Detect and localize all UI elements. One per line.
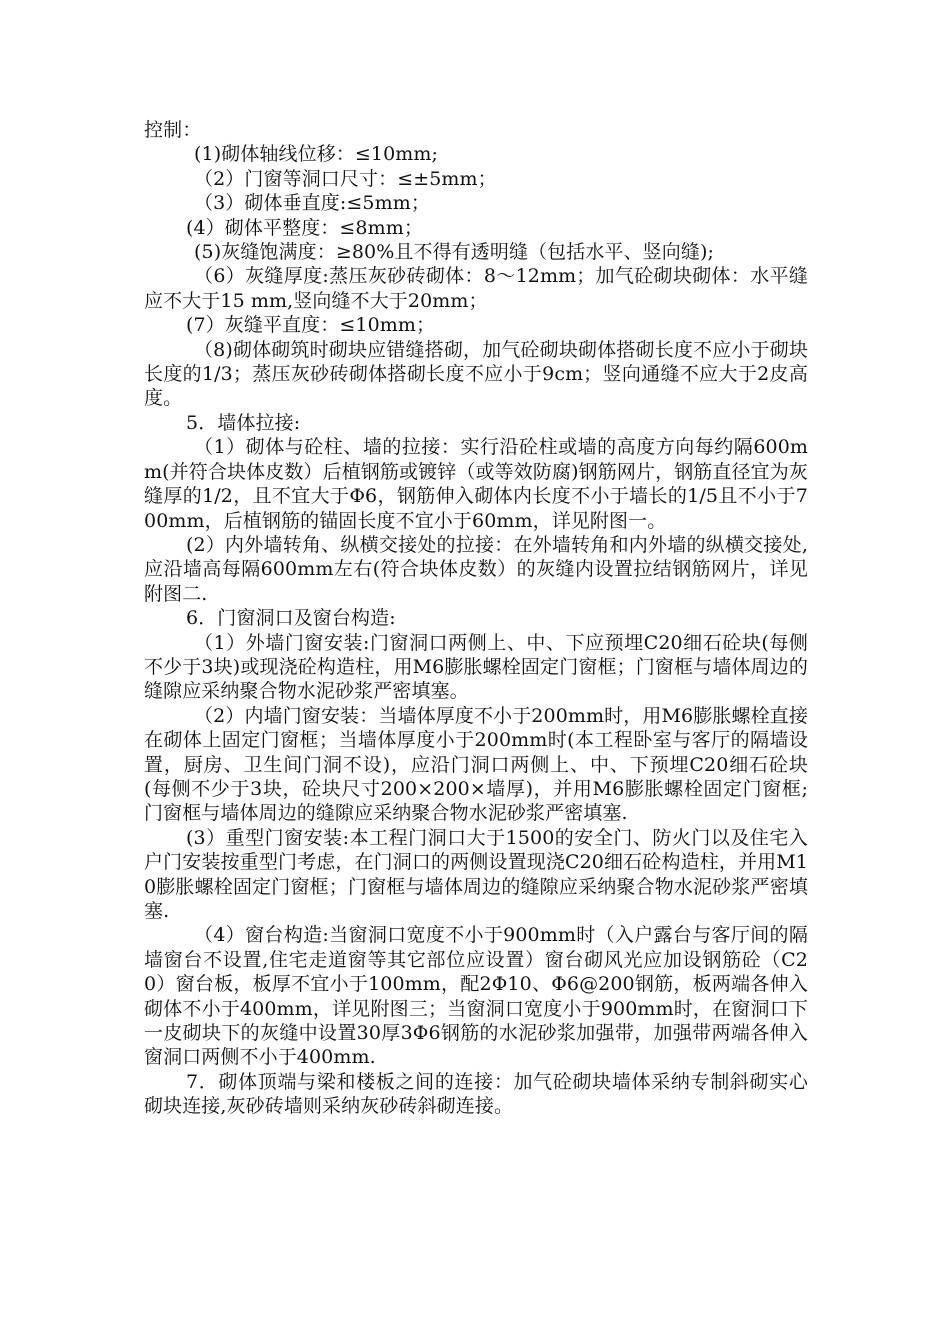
paragraph-opening-size: （2）门窗等洞口尺寸：≤±5mm； <box>194 167 497 190</box>
paragraph-corner-tie: (2）内外墙转角、纵横交接处的拉接：在外墙转角和内外墙的纵横交接处,应沿墙高每隔600mm左右(符合块体皮数）的灰缝内设置拉结钢筋网片，详见附图二. <box>144 533 808 605</box>
paragraph-joint-fullness: (5)灰缝饱满度：≥80%且不得有透明缝（包括水平、竖向缝); <box>194 241 714 264</box>
paragraph-axis-offset: (1)砌体轴线位移：≤10mm; <box>194 143 439 166</box>
paragraph-interior-windows: （2）内墙门窗安装：当墙体厚度不小于200mm时，用M6膨胀螺栓直接在砌体上固定门窗框；当墙体厚度小于200mm时(本工程卧室与客厅的隔墙设置，厨房、卫生间门洞不设)，应沿门洞口两侧上、中、下预埋C20细石砼块(每侧不少于3块，砼块尺寸200×200×墙厚)，并用M6膨胀螺栓固定门窗框;门窗框与墙体周边的缝隙应采纳聚合物水泥砂浆严密填塞. <box>144 704 808 825</box>
section-heading-wall-tie: 5．墙体拉接: <box>186 411 301 434</box>
paragraph-heavy-doors: (3）重型门窗安装:本工程门洞口大于1500的安全门、防火门以及住宅入户门安装按重型门考虑，在门洞口的两侧设置现浇C20细石砼构造柱，并用M10膨胀螺栓固定门窗框；门窗框与墙体周边的缝隙应采纳聚合物水泥砂浆严密填塞. <box>144 826 808 922</box>
paragraph-window-sill: （4）窗台构造:当窗洞口宽度不小于900mm时（入户露台与客厅间的隔墙窗台不设置,住宅走道窗等其它部位应设置）窗台砌风光应加设钢筋砼（C20）窗台板，板厚不宜小于100mm，配2Φ10、Φ6@200钢筋，板两端各伸入砌体不小于400mm，详见附图三；当窗洞口宽度小于900mm时，在窗洞口下一皮砌块下的灰缝中设置30厚3Φ6钢筋的水泥砂浆加强带，加强带两端各伸入窗洞口两侧不小于400mm. <box>144 924 808 1069</box>
paragraph-column-tie: （1）砌体与砼柱、墙的拉接：实行沿砼柱或墙的高度方向每约隔600mm(并符合块体皮数）后植钢筋或镀锌（或等效防腐)钢筋网片，钢筋直径宜为灰缝厚的1/2，且不宜大于Φ6，钢筋伸入砌体内长度不小于墙长的1/5且不小于700mm，后植钢筋的锚固长度不宜小于60mm，详见附图一。 <box>144 436 808 532</box>
paragraph-control-heading: 控制： <box>144 119 202 141</box>
paragraph-joint-straightness: (7）灰缝平直度：≤10mm； <box>186 314 436 337</box>
paragraph-joint-thickness: （6）灰缝厚度:蒸压灰砂砖砌体：8～12mm；加气砼砌块砌体：水平缝应不大于15 mm,竖向缝不大于20mm； <box>144 265 808 312</box>
document-page <box>144 118 808 1119</box>
paragraph-verticality: （3）砌体垂直度:≤5mm； <box>194 192 430 215</box>
section-heading-openings: 6．门窗洞口及窗台构造: <box>186 607 396 630</box>
paragraph-flatness: (4）砌体平整度：≤8mm； <box>186 216 423 239</box>
paragraph-top-connection: 7．砌体顶端与梁和楼板之间的连接：加气砼砌块墙体采纳专制斜砌实心砌块连接,灰砂砖墙则采纳灰砂砖斜砌连接。 <box>144 1070 808 1118</box>
paragraph-exterior-windows: （1）外墙门窗安装:门窗洞口两侧上、中、下应预埋C20细石砼块(每侧不少于3块)或现浇砼构造柱，用M6膨胀螺栓固定门窗框；门窗框与墙体周边的缝隙应采纳聚合物水泥砂浆严密填塞。 <box>144 631 808 703</box>
paragraph-staggered-bond: （8)砌体砌筑时砌块应错缝搭砌，加气砼砌块砌体搭砌长度不应小于砌块长度的1/3；蒸压灰砂砖砌体搭砌长度不应小于9cm；竖向通缝不应大于2皮高度。 <box>144 338 808 410</box>
